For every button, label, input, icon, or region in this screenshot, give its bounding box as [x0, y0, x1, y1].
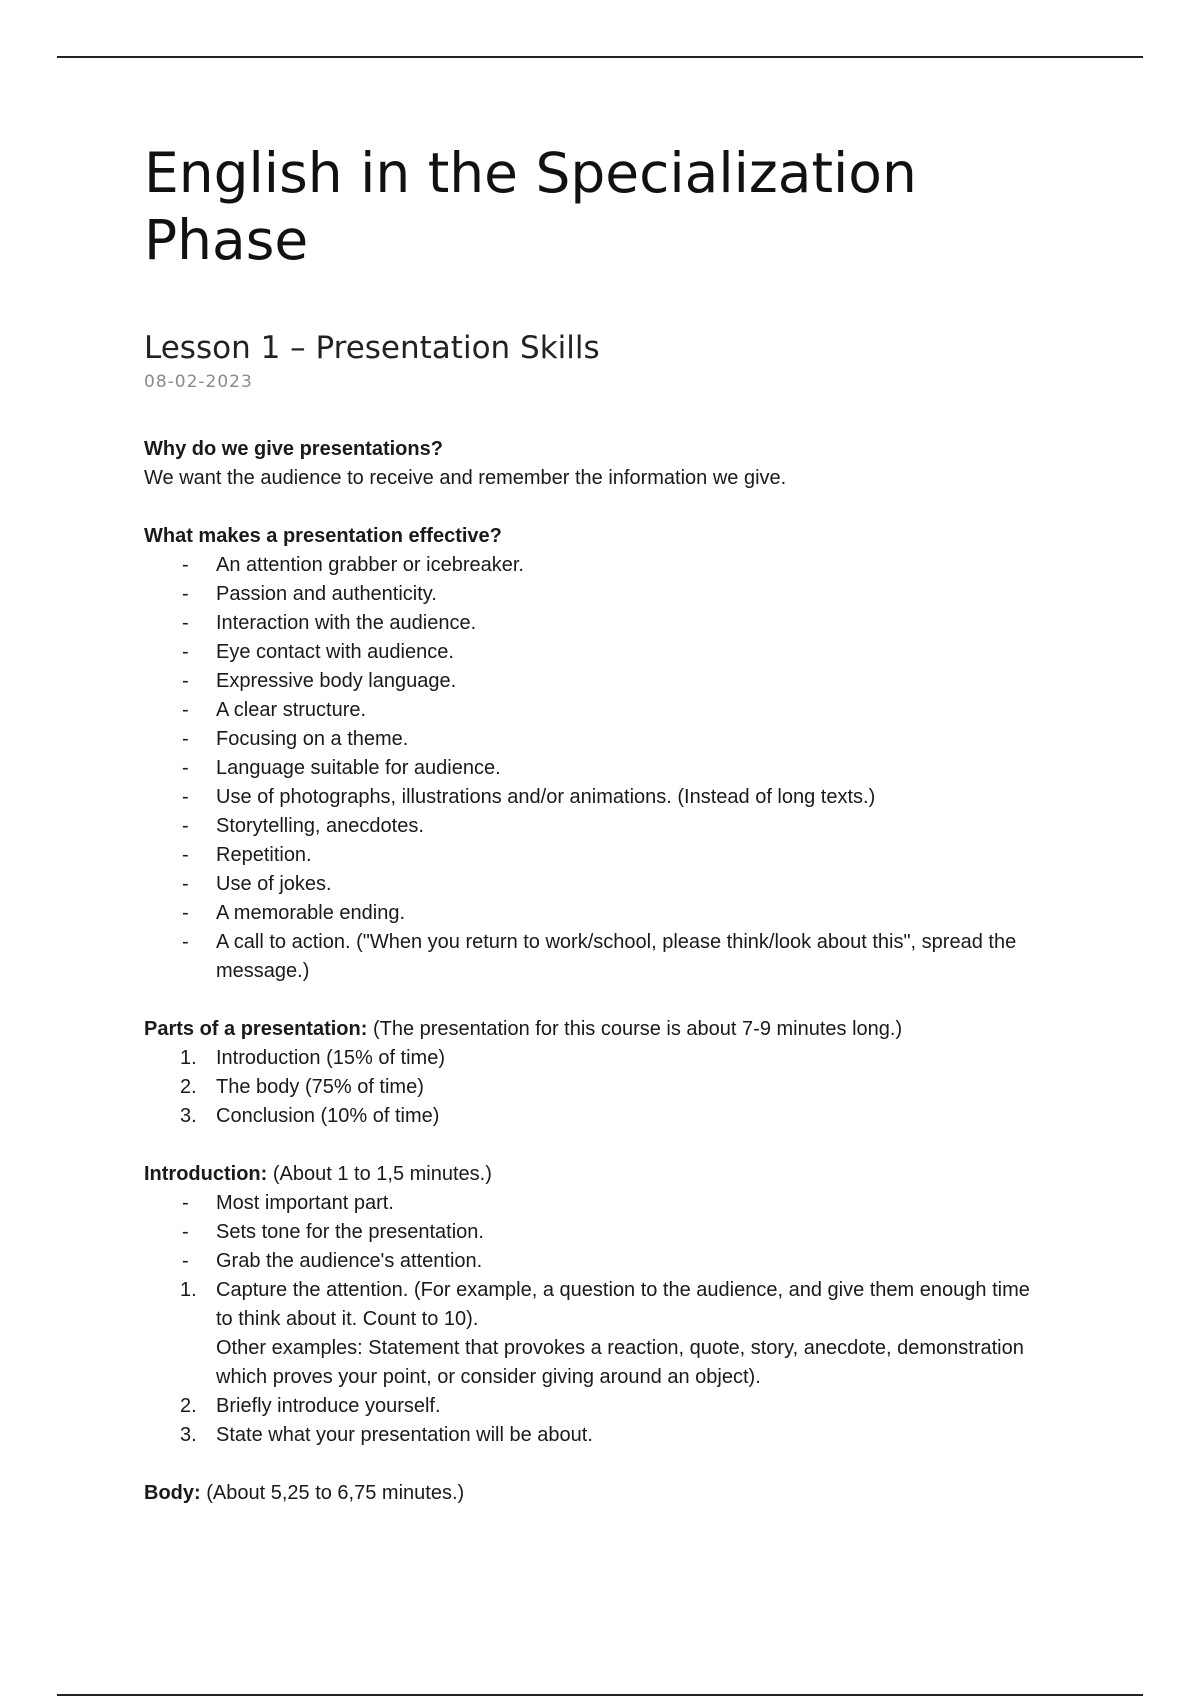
introduction-section: [144, 1160, 1044, 1450]
document-body: [144, 140, 1044, 1508]
why-heading: Why do we give presentations?: [144, 438, 443, 460]
introduction-steps: [144, 1276, 1044, 1450]
list-item: - Repetition.: [182, 844, 312, 866]
header-rule: [57, 56, 1143, 58]
document-title: English in the Specialization Phase: [144, 141, 917, 272]
document-date: 08-02-2023: [144, 372, 253, 392]
body-section: [144, 1479, 1044, 1508]
list-item: 1. Introduction (15% of time): [180, 1047, 445, 1069]
body-note: (About 5,25 to 6,75 minutes.): [200, 1482, 465, 1504]
list-item: - Focusing on a theme.: [182, 728, 409, 750]
list-item: 2. The body (75% of time): [180, 1076, 424, 1098]
list-item: 3. State what your presentation will be about.: [180, 1424, 593, 1446]
effective-section: [144, 522, 1044, 986]
list-item: - Storytelling, anecdotes.: [182, 815, 424, 837]
list-item: - Expressive body language.: [182, 670, 457, 692]
introduction-dash-list: [144, 1189, 1044, 1276]
lesson-title: Lesson 1 – Presentation Skills: [144, 330, 600, 366]
why-section: [144, 435, 1044, 493]
list-item: 1. Capture the attention. (For example, a question to the audience, and give them enough time to think about it. Count to 10). Other examples: Statement that provokes a reaction, quote, story, anecdote, demonstration which proves your point, or consider giving around an object).: [180, 1279, 1030, 1388]
footer-rule: [57, 1694, 1143, 1696]
list-item: - Language suitable for audience.: [182, 757, 501, 779]
list-item: - A call to action. ("When you return to work/school, please think/look about this", spread the message.): [182, 931, 1017, 982]
list-item: 3. Conclusion (10% of time): [180, 1105, 440, 1127]
parts-note: (The presentation for this course is about 7-9 minutes long.): [367, 1018, 903, 1040]
why-text: We want the audience to receive and remember the information we give.: [144, 467, 787, 489]
list-item: - Most important part.: [182, 1192, 394, 1214]
list-item: - A clear structure.: [182, 699, 367, 721]
list-item: 2. Briefly introduce yourself.: [180, 1395, 441, 1417]
list-item: - A memorable ending.: [182, 902, 406, 924]
list-item: - Eye contact with audience.: [182, 641, 454, 663]
introduction-note: (About 1 to 1,5 minutes.): [267, 1163, 492, 1185]
effective-list: [144, 551, 1044, 986]
parts-heading: Parts of a presentation:: [144, 1018, 368, 1040]
body-heading: Body:: [144, 1482, 201, 1504]
parts-section: [144, 1015, 1044, 1131]
list-item: - Sets tone for the presentation.: [182, 1221, 484, 1243]
list-item: - Interaction with the audience.: [182, 612, 477, 634]
list-item: - Grab the audience's attention.: [182, 1250, 483, 1272]
effective-heading: What makes a presentation effective?: [144, 525, 502, 547]
parts-list: [144, 1044, 1044, 1131]
list-item: - Passion and authenticity.: [182, 583, 437, 605]
introduction-heading: Introduction:: [144, 1163, 268, 1185]
list-item: - Use of jokes.: [182, 873, 332, 895]
list-item: - Use of photographs, illustrations and/or animations. (Instead of long texts.): [182, 786, 876, 808]
list-item: - An attention grabber or icebreaker.: [182, 554, 524, 576]
